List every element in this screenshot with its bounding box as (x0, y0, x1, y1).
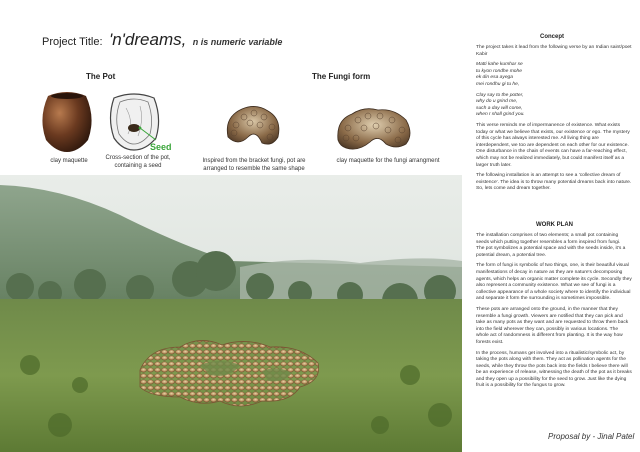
title-name: 'n'dreams, (108, 30, 187, 49)
work-plan-paragraph: The pot symbolizes a potential space and with the seeds inside, it's a potential dream, a potential tree. (476, 246, 626, 258)
title-subtitle: n is numeric variable (192, 37, 283, 47)
concept-heading: Concept (540, 34, 564, 40)
concept-text (476, 45, 632, 197)
verse-hindi (476, 62, 632, 88)
concept-paragraph: The following installation is an attempt to see a 'collective dream of existence'. The idea is to throw many potential dreams back into nature. So, lets come and dream together. (476, 173, 632, 192)
work-plan-paragraph: These pots are arranged onto the ground, in the manner that they resemble a fungi growth. Viewers are notified that they can pick and take as many pots as they want and are requested to throw them back into the field wherever they can, possibly in various locations. The whole act of randomness is different from planting. It is the way how forests exist. (476, 306, 629, 345)
proposal-credit: Proposal by - Jinal Patel (548, 432, 635, 441)
verse-line: why do u grind me, (476, 99, 518, 105)
verse-line: Matti kahe kumhar se (476, 62, 523, 68)
verse-line: tu kyon rondhe mohe (476, 68, 522, 74)
fungi-heading: The Fungi form (312, 72, 371, 81)
pot-caption-right: Cross-section of the pot, containing a seed (105, 155, 171, 169)
title-label: Project Title: (42, 36, 103, 48)
verse-line: ek din esa ayega (476, 75, 513, 81)
work-plan-paragraph: The form of fungi is symbolic of two things, one, is their beautiful visual manifestations of decay in nature as they are nature's decomposing agents, which helps an organic matter complete its cycle. Secondly they also represent a community existence. What we see of fungi is a collective appearance of a whole society where to identify the individual and separate it form the surrounding is sometimes impossible. (476, 263, 632, 302)
verse-line: when I shall grind you. (476, 112, 525, 118)
concept-intro: The project takes it lead from the following verse by an Indian saint/poet Kabir (476, 45, 632, 57)
work-plan-text (476, 233, 632, 394)
pot-heading: The Pot (86, 72, 116, 81)
verse-english (476, 93, 632, 119)
concept-paragraph: This verse reminds me of impermanence of existence. What exists today or what we believe that exists, our existence or ego. The mystery of this cycle has always interested me. All living thing are interdependent, we too are dependent on each other for our existence. One disturbance in the chain of events can have a far-reaching effect, which may not be realized immediately, but could manifest itself as a larger truth later. (476, 122, 630, 168)
clay-pot-image (38, 88, 96, 154)
work-plan-heading: WORK PLAN (536, 222, 573, 228)
pot-caption-left: clay maquette (50, 158, 88, 164)
work-plan-paragraph: The installation comprises of two elements; a small pot containing seeds which putting together resembles a form inspired from fungi. (476, 233, 621, 245)
fungi-caption-right: clay maquette for the fungi arrangment (336, 158, 440, 164)
verse-line: Clay say to the potter, (476, 92, 524, 98)
work-plan-paragraph: In the process, humans get involved into a ritualistic/symbolic act, by taking the pots along with them. They act as pollination agents for the seeds, while they throw the pots back into the fields I believe there will be an experience of release, witnessing the death of the pot as it breaks and they open up a possibility for the seed to grow. Just like the dying fruit is a possibility for the fungus to grow. (476, 350, 632, 389)
installation-landscape-image (0, 175, 462, 452)
fungi-caption-left: Inspired from the bracket fungi, pot are arranged to resemble the same shape (202, 158, 306, 172)
verse-line: mei rondhu gi tu he, (476, 81, 520, 87)
seed-label: Seed (150, 142, 172, 152)
bracket-fungi-image (222, 103, 284, 149)
fungi-arrangement-maquette-image (334, 104, 414, 152)
verse-line: such a day will come, (476, 105, 523, 111)
project-title (42, 30, 282, 50)
